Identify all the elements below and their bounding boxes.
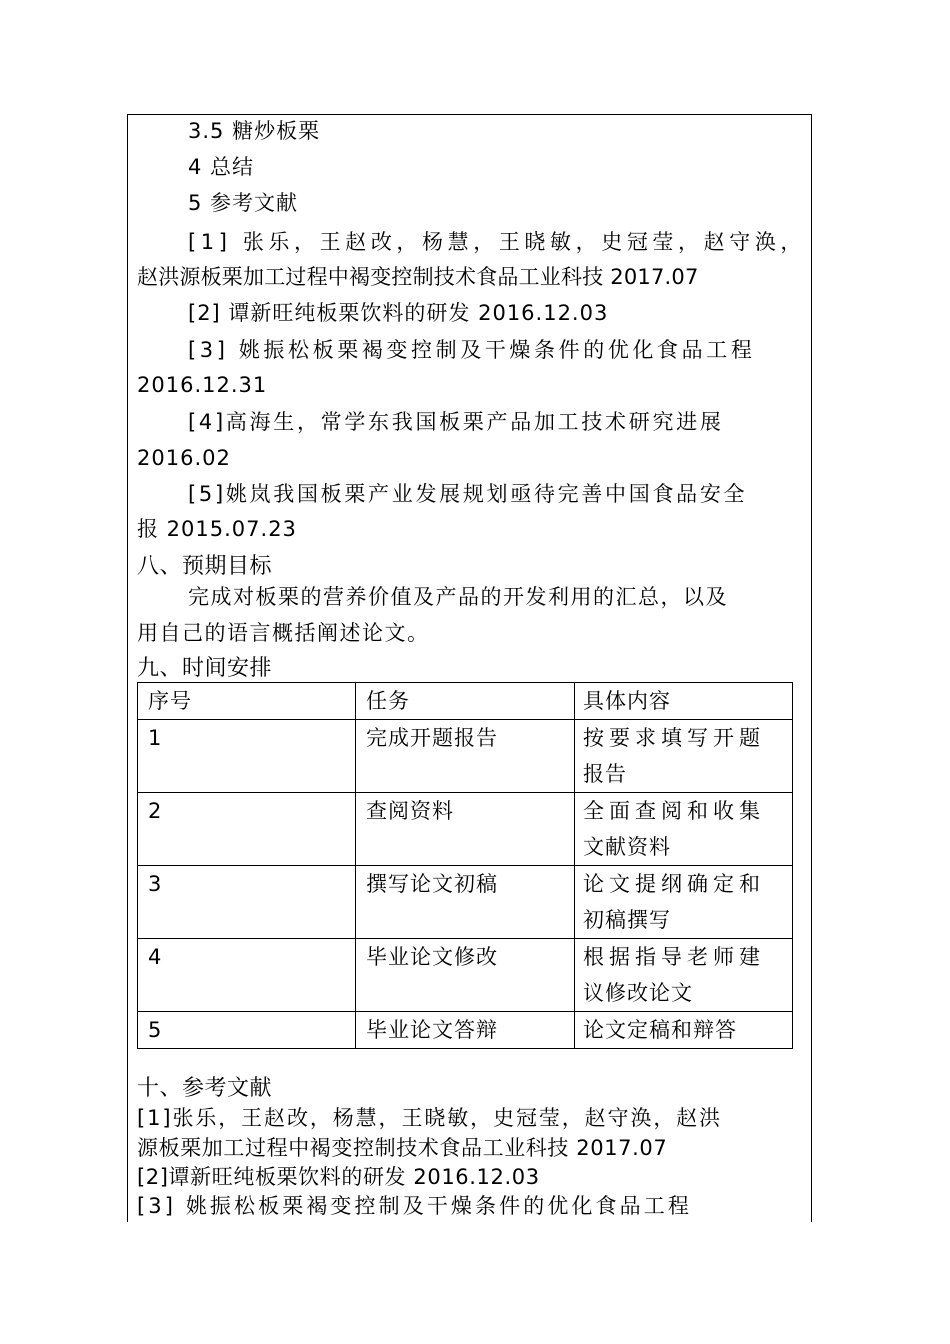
table-row (138, 866, 793, 939)
outline-ref-3-line2: 2016.12.31 (137, 373, 268, 397)
table-row (138, 939, 793, 1012)
row-content-line1: 按要求填写开题 (583, 726, 765, 750)
outline-ref-1-line2: 赵洪源板栗加工过程中褐变控制技术食品工业科技 2017.07 (137, 265, 699, 289)
schedule-table (137, 682, 793, 1049)
row-content (575, 1012, 793, 1049)
row-number: 3 (138, 866, 356, 939)
row-content-line1: 论文提纲确定和 (583, 872, 765, 896)
reference-line-4: [3] 姚振松板栗褐变控制及干燥条件的优化食品工程 (137, 1194, 692, 1218)
table-row (138, 1012, 793, 1049)
row-task: 撰写论文初稿 (356, 866, 575, 939)
section-8-heading: 八、预期目标 (137, 554, 273, 579)
outline-ref-4-line2: 2016.02 (137, 446, 231, 470)
table-row (138, 793, 793, 866)
outline-ref-5-line1: [5]姚岚我国板栗产业发展规划亟待完善中国食品安全 (188, 482, 748, 506)
row-number: 5 (138, 1012, 356, 1049)
row-task: 毕业论文答辩 (356, 1012, 575, 1049)
table-row (138, 720, 793, 793)
reference-line-2: 源板栗加工过程中褐变控制技术食品工业科技 2017.07 (137, 1136, 668, 1160)
outline-ref-1-line1: [1] 张乐，王赵改，杨慧，王晓敏，史冠莹，赵守涣， (188, 230, 807, 254)
row-content-line2: 文献资料 (583, 835, 671, 859)
outline-item-5: 5 参考文献 (188, 191, 299, 215)
outline-item-4: 4 总结 (188, 155, 255, 179)
row-task: 查阅资料 (356, 793, 575, 866)
row-number: 4 (138, 939, 356, 1012)
row-content (575, 939, 793, 1012)
row-content-line2: 报告 (583, 762, 627, 786)
section-9-heading: 九、时间安排 (137, 656, 273, 681)
row-number: 2 (138, 793, 356, 866)
row-content (575, 793, 793, 866)
outline-item-3-5: 3.5 糖炒板栗 (188, 119, 321, 143)
column-header-content: 具体内容 (575, 683, 793, 720)
section-8-text-line2: 用自己的语言概括阐述论文。 (137, 621, 430, 645)
row-number: 1 (138, 720, 356, 793)
section-8-text-line1: 完成对板栗的营养价值及产品的开发利用的汇总，以及 (188, 585, 728, 609)
table-header-row (138, 683, 793, 720)
row-task: 毕业论文修改 (356, 939, 575, 1012)
row-content (575, 866, 793, 939)
row-content-line1: 根据指导老师建 (583, 945, 765, 969)
row-content-line1: 全面查阅和收集 (583, 799, 765, 823)
column-header-number: 序号 (138, 683, 356, 720)
section-10-heading: 十、参考文献 (137, 1076, 273, 1101)
reference-line-3: [2]谭新旺纯板栗饮料的研发 2016.12.03 (137, 1165, 540, 1189)
outline-ref-3-line1: [3] 姚振松板栗褐变控制及干燥条件的优化食品工程 (188, 338, 756, 362)
column-header-task: 任务 (356, 683, 575, 720)
row-content-line2: 议修改论文 (583, 981, 693, 1005)
row-task: 完成开题报告 (356, 720, 575, 793)
row-content (575, 720, 793, 793)
outline-ref-4-line1: [4]高海生，常学东我国板栗产品加工技术研究进展 (188, 410, 724, 434)
reference-line-1: [1]张乐，王赵改，杨慧，王晓敏，史冠莹，赵守涣，赵洪 (137, 1106, 723, 1130)
outline-ref-5-line2: 报 2015.07.23 (137, 517, 297, 541)
row-content-line2: 初稿撰写 (583, 908, 671, 932)
row-content-line1: 论文定稿和辩答 (583, 1018, 737, 1042)
outline-ref-2: [2] 谭新旺纯板栗饮料的研发 2016.12.03 (188, 301, 609, 325)
